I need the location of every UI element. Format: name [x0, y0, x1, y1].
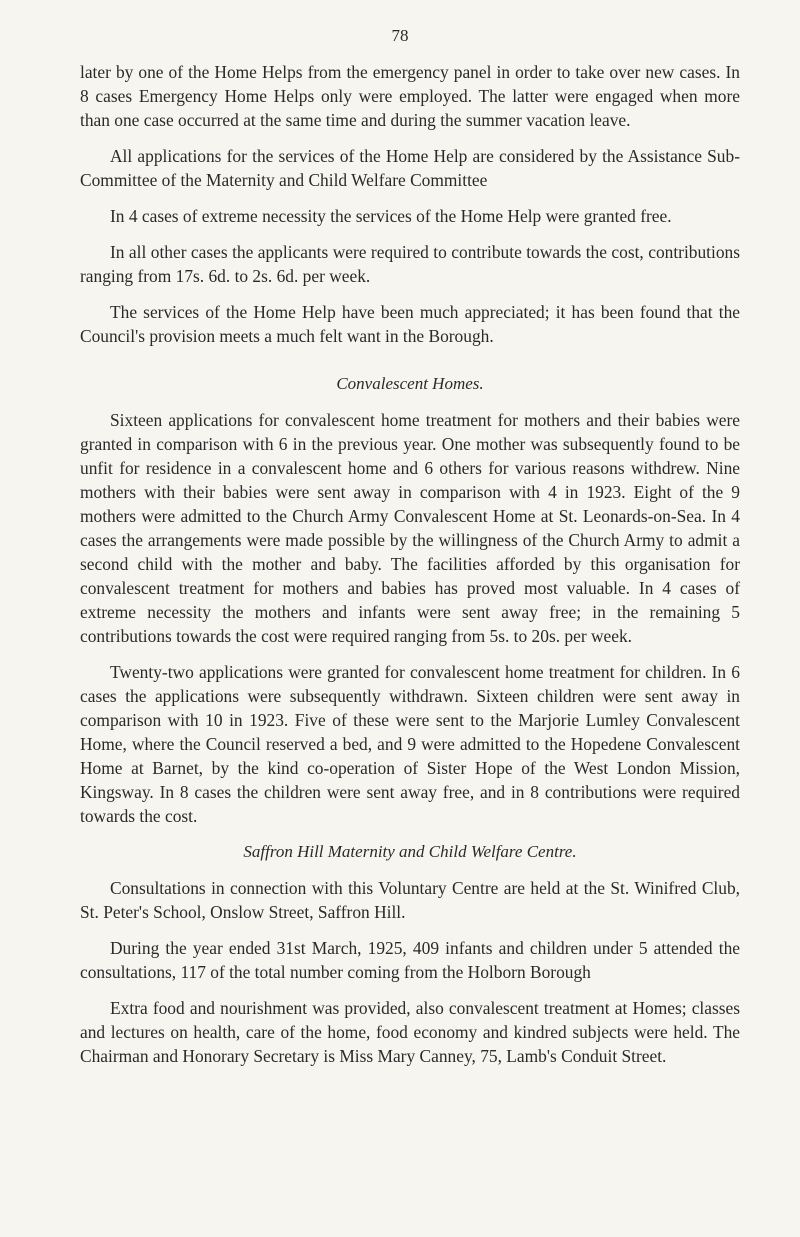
paragraph: later by one of the Home Helps from the emergency panel in order to take over new cases. In 8 cases Emergency Home Helps only were employed. The latter were engaged when more than one case occurred at the same time and during the summer vacation leave.: [80, 62, 740, 130]
section-heading-saffron-hill: Saffron Hill Maternity and Child Welfare Centre.: [243, 842, 577, 861]
paragraph: In all other cases the applicants were required to contribute towards the cost, contributions ranging from 17s. 6d. to 2s. 6d. per week.: [80, 242, 740, 286]
paragraph: Sixteen applications for convalescent home treatment for mothers and their babies were granted in comparison with 6 in the previous year. One mother was subsequently found to be unfit for residence in a convalescent home and 6 others for various reasons withdrew. Nine mothers with their babies were sent away in comparison with 4 in 1923. Eight of the 9 mothers were admitted to the Church Army Convalescent Home at St. Leonards-on-Sea. In 4 cases the arrangements were made possible by the willingness of the Church Army to admit a second child with the mother and baby. The facilities afforded by this organisation for convalescent treatment for mothers and babies has proved most valuable. In 4 cases of extreme necessity the mothers and infants were sent away free; in the remaining 5 contributions towards the cost were required ranging from 5s. to 20s. per week.: [80, 410, 740, 646]
section-heading-convalescent-homes: Convalescent Homes.: [336, 374, 484, 393]
paragraph: Extra food and nourishment was provided, also convalescent treatment at Homes; classes and lectures on health, care of the home, food economy and kindred subjects were held. The Chairman and Honorary Secretary is Miss Mary Canney, 75, Lamb's Conduit Street.: [80, 998, 740, 1066]
paragraph: During the year ended 31st March, 1925, 409 infants and children under 5 attended the consultations, 117 of the total number coming from the Holborn Borough: [80, 938, 740, 982]
paragraph: Twenty-two applications were granted for convalescent home treatment for children. In 6 cases the applications were subsequently withdrawn. Sixteen children were sent away in comparison with 10 in 1923. Five of these were sent to the Marjorie Lumley Convalescent Home, where the Council reserved a bed, and 9 were admitted to the Hopedene Convalescent Home at Barnet, by the kind co-operation of Sister Hope of the West London Mission, Kingsway. In 8 cases the children were sent away free, and in 8 contributions were required towards the cost.: [80, 662, 740, 826]
paragraph: Consultations in connection with this Voluntary Centre are held at the St. Winifred Club, St. Peter's School, Onslow Street, Saffron Hill.: [80, 878, 740, 922]
paragraph: All applications for the services of the Home Help are considered by the Assistance Sub-Committee of the Maternity and Child Welfare Committee: [80, 146, 740, 190]
paragraph: The services of the Home Help have been much appreciated; it has been found that the Council's provision meets a much felt want in the Borough.: [80, 302, 740, 346]
page-content: [80, 60, 740, 1080]
paragraph: In 4 cases of extreme necessity the services of the Home Help were granted free.: [110, 206, 672, 226]
page-number: 78: [391, 26, 409, 45]
